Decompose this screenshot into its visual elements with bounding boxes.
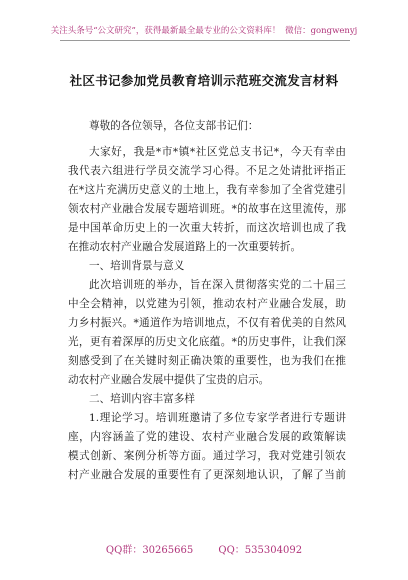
body-line: 模式创新、案例分析等方面。通过学习，我对党建引领农 [68,450,346,462]
body-line: 动农村产业融合发展中提供了宝贵的启示。 [68,374,270,386]
body-line: 座，内容涵盖了党的建设、农村产业融合发展的政策解读 [68,431,346,443]
section-heading: 二、培训内容丰富多样 [89,393,195,405]
header-divider [60,40,350,41]
document-title: 社区书记参加党员教育培训示范班交流发言材料 [69,73,339,88]
body-line: 力乡村振兴。*通道作为培训地点，不仅有着优美的自然风 [68,317,346,329]
body-line: 刻感受到了在关键时刻正确决策的重要性，也为我们在推 [68,355,346,367]
header-banner-wechat: 微信：gongwenyj [285,26,358,36]
section-heading: 一、培训背景与意义 [89,260,185,272]
body-line: 在推动农村产业融合发展道路上的一次重要转折。 [68,241,302,253]
body-line: 中全会精神，以党建为引领，推动农村产业融合发展，助 [68,298,346,310]
body-line: 村产业融合发展的重要性有了更深刻地认识，了解了当前 [68,469,346,481]
body-line: 是中国革命历史上的一次重大转折，而这次培训也成了我 [68,222,346,234]
body-line: 在*这片充满历史意义的土地上，我有幸参加了全省党建引 [68,184,346,196]
body-line: 领农村产业融合发展专题培训班。*的故事在这里流传，那 [68,203,346,215]
footer-qq-number: QQ：535304092 [218,545,303,556]
body-line: 我代表六组进行学员交流学习心得。不足之处请批评指正 [68,165,346,177]
document-body [68,117,346,485]
body-line: 光，更有着深厚的历史文化底蕴。*的历史事件，让我们深 [68,336,346,348]
footer-qq-group: QQ群：30265665 [105,545,194,556]
header-banner [0,24,408,36]
footer-contact [0,541,408,556]
salutation: 尊敬的各位领导，各位支部书记们： [89,120,259,132]
body-line: 1.理论学习。培训班邀请了多位专家学者进行专题讲 [89,412,346,424]
header-banner-promo: 关注头条号“公文研究”，获得最新最全最专业的公文资料库！ [50,26,281,36]
body-line: 此次培训班的举办，旨在深入贯彻落实党的二十届三 [89,279,346,291]
body-line: 大家好，我是*市*镇*社区党总支书记*，今天有幸由 [89,146,346,158]
